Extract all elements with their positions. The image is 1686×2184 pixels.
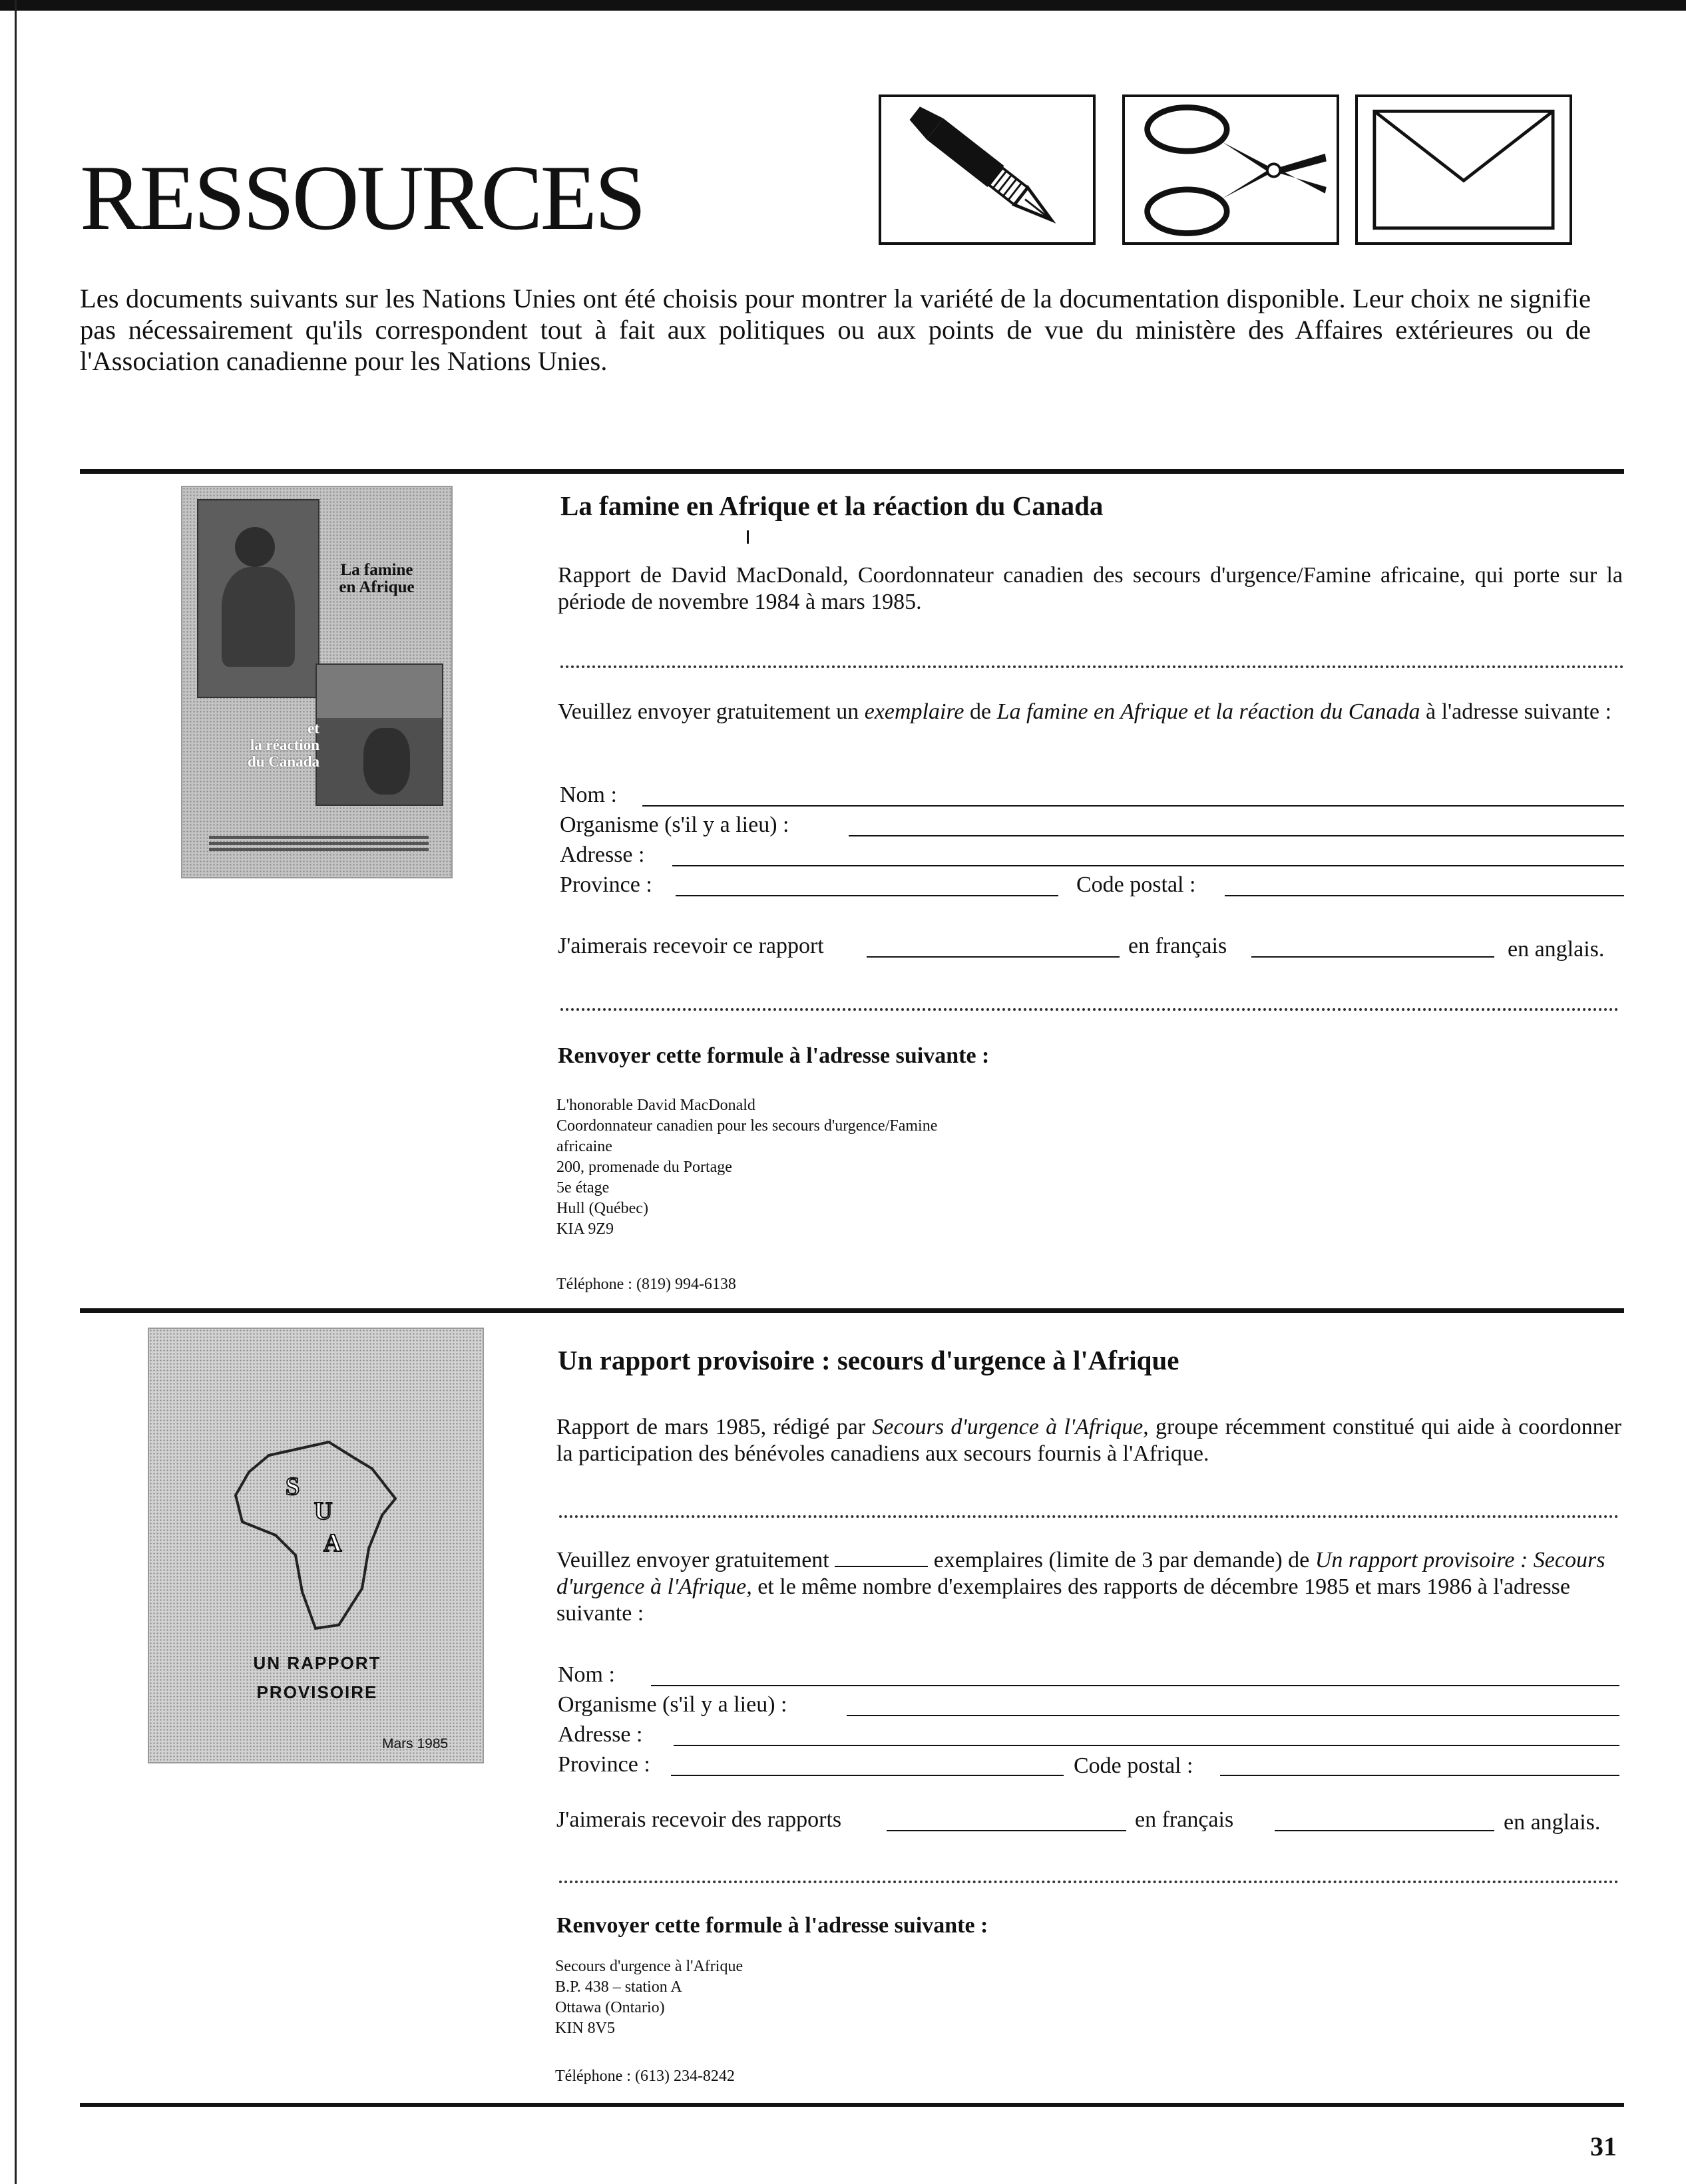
page-number: 31 bbox=[1590, 2131, 1617, 2161]
language-prefix: J'aimerais recevoir des rapports bbox=[556, 1807, 842, 1832]
adresse-label: Adresse : bbox=[560, 842, 645, 867]
cover-subtitle: et la réaction du Canada bbox=[247, 720, 319, 770]
english-copies-field[interactable] bbox=[1251, 956, 1494, 958]
nom-field[interactable] bbox=[651, 1685, 1619, 1686]
africa-map-icon bbox=[229, 1435, 409, 1635]
nom-label: Nom : bbox=[558, 1662, 615, 1687]
section1-description: Rapport de David MacDonald, Coordonnateur canadien des secours d'urgence/Famine africaine, qui porte sur la période de novembre 1984 à mars 1985. bbox=[558, 563, 1623, 614]
interim-report-cover bbox=[148, 1328, 484, 1763]
english-copies-field[interactable] bbox=[1275, 1830, 1494, 1831]
left-border bbox=[15, 0, 17, 2184]
copies-count-field[interactable] bbox=[835, 1550, 928, 1567]
french-copies-field[interactable] bbox=[887, 1830, 1126, 1831]
footer-divider bbox=[80, 2103, 1624, 2107]
page-title: RESSOURCES bbox=[80, 146, 644, 250]
organisme-label: Organisme (s'il y a lieu) : bbox=[560, 813, 789, 837]
cut-line bbox=[560, 1008, 1619, 1011]
code-postal-field[interactable] bbox=[1225, 895, 1624, 896]
province-field[interactable] bbox=[671, 1775, 1064, 1776]
cover-photo-child bbox=[197, 499, 319, 698]
return-address: L'honorable David MacDonald Coordonnateur canadien pour les secours d'urgence/Famine africaine 200, promenade du Portage 5e étage Hull (Québec) KIA 9Z9 bbox=[556, 1097, 938, 1238]
code-postal-label: Code postal : bbox=[1076, 872, 1196, 897]
famine-report-cover bbox=[181, 486, 453, 878]
logo-letter-u: U bbox=[314, 1497, 333, 1525]
code-postal-field[interactable] bbox=[1220, 1775, 1619, 1776]
section-divider bbox=[80, 469, 1624, 474]
section1-request: Veuillez envoyer gratuitement un exemplaire de La famine en Afrique et la réaction du Canada à l'adresse suivante : bbox=[558, 699, 1611, 724]
cut-line bbox=[560, 665, 1624, 668]
logo-letter-s: S bbox=[286, 1473, 300, 1501]
cover-fine-print bbox=[209, 833, 429, 860]
province-field[interactable] bbox=[676, 895, 1058, 896]
province-label: Province : bbox=[560, 872, 652, 897]
nom-label: Nom : bbox=[560, 783, 617, 807]
section1-title: La famine en Afrique et la réaction du Canada bbox=[560, 490, 1104, 521]
phone-number: Téléphone : (819) 994-6138 bbox=[556, 1276, 736, 1293]
cover-date: Mars 1985 bbox=[382, 1736, 449, 1751]
section2-request: Veuillez envoyer gratuitement exemplaires (limite de 3 par demande) de Un rapport provisoire : Secours d'urgence à l'Afrique, et le même nombre d'exemplaires des rapports de décembre 1985 et mars 1986 à l'adresse suivante : bbox=[556, 1548, 1605, 1626]
return-address-title: Renvoyer cette formule à l'adresse suivante : bbox=[558, 1043, 990, 1068]
return-address-title: Renvoyer cette formule à l'adresse suivante : bbox=[556, 1913, 988, 1938]
french-label: en français bbox=[1135, 1807, 1234, 1832]
cover-photo-village bbox=[316, 663, 443, 806]
section2-description: Rapport de mars 1985, rédigé par Secours d'urgence à l'Afrique, groupe récemment constitué qui aide à coordonner la participation des bénévoles canadiens aux secours fournis à l'Afrique. bbox=[556, 1415, 1621, 1466]
intro-paragraph: Les documents suivants sur les Nations Unies ont été choisis pour montrer la variété de la documentation disponible. Leur choix ne signifie pas nécessairement qu'ils correspondent tout à fait aux politiques ou aux points de vue du ministère des Affaires extérieures ou de l'Association canadienne pour les Nations Unies. bbox=[80, 283, 1591, 376]
province-label: Province : bbox=[558, 1752, 650, 1777]
organisme-field[interactable] bbox=[847, 1715, 1619, 1716]
top-border bbox=[0, 0, 1686, 11]
organisme-field[interactable] bbox=[849, 835, 1624, 836]
nom-field[interactable] bbox=[642, 805, 1624, 807]
french-copies-field[interactable] bbox=[867, 956, 1120, 958]
cover-title: La famine en Afrique bbox=[339, 561, 415, 596]
section2-title: Un rapport provisoire : secours d'urgence à l'Afrique bbox=[558, 1345, 1179, 1375]
logo-letter-a: A bbox=[323, 1529, 342, 1557]
french-label: en français bbox=[1128, 934, 1227, 958]
fountain-pen-icon bbox=[879, 94, 1096, 245]
cut-line bbox=[559, 1881, 1619, 1883]
language-prefix: J'aimerais recevoir ce rapport bbox=[558, 934, 824, 958]
stray-mark bbox=[747, 530, 749, 544]
english-label: en anglais. bbox=[1508, 937, 1605, 962]
envelope-icon bbox=[1355, 94, 1572, 245]
section-divider bbox=[80, 1308, 1624, 1313]
return-address: Secours d'urgence à l'Afrique B.P. 438 – station A Ottawa (Ontario) KIN 8V5 bbox=[555, 1958, 743, 2037]
adresse-label: Adresse : bbox=[558, 1722, 643, 1747]
adresse-field[interactable] bbox=[672, 865, 1624, 866]
cover-title: UN RAPPORT PROVISOIRE bbox=[253, 1653, 381, 1702]
adresse-field[interactable] bbox=[674, 1745, 1619, 1746]
scissors-icon bbox=[1122, 94, 1339, 245]
phone-number: Téléphone : (613) 234-8242 bbox=[555, 2068, 735, 2085]
english-label: en anglais. bbox=[1504, 1810, 1601, 1835]
code-postal-label: Code postal : bbox=[1074, 1753, 1193, 1778]
organisme-label: Organisme (s'il y a lieu) : bbox=[558, 1692, 787, 1717]
cut-line bbox=[559, 1515, 1619, 1518]
